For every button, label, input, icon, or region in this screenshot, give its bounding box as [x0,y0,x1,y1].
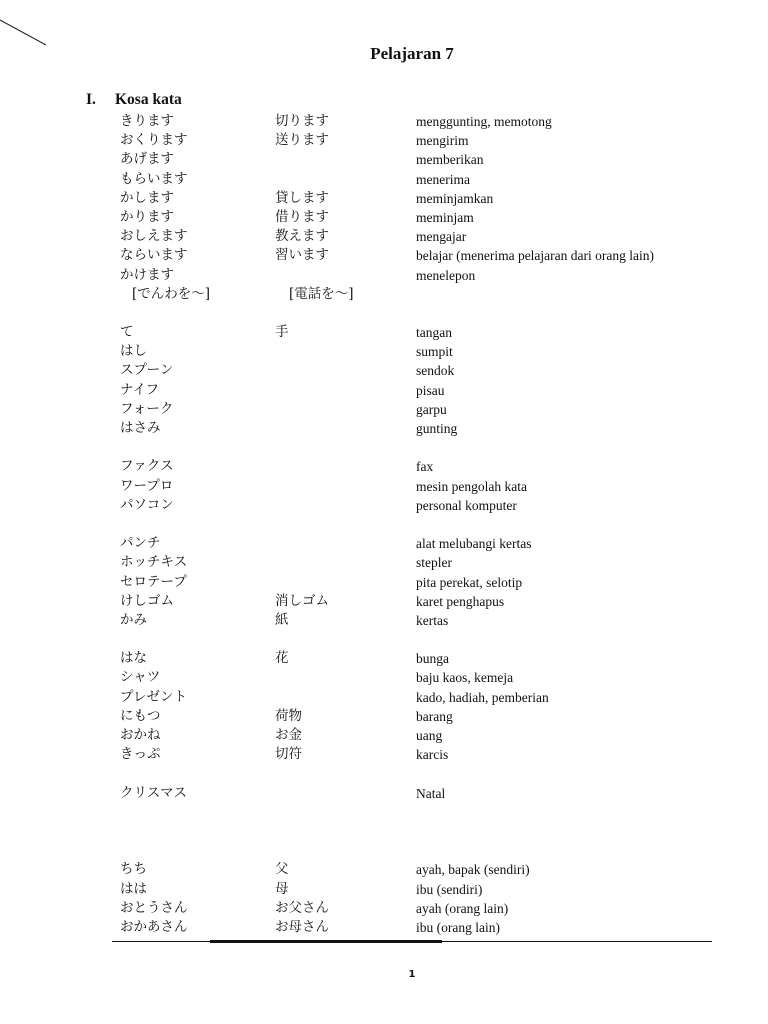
vocab-kana: フォーク [120,400,174,417]
vocab-row [0,860,768,879]
vocab-meaning: meminjamkan [416,190,494,206]
vocab-row [0,246,768,265]
vocab-kanji: 荷物 [275,707,302,724]
vocab-row [0,457,768,476]
vocab-meaning: ibu (sendiri) [416,881,483,897]
vocab-meaning: stepler [416,555,452,571]
vocab-row [0,361,768,380]
vocab-kana: おかあさん [120,918,188,935]
vocab-meaning: ibu (orang lain) [416,919,500,935]
vocab-kana: ちち [120,861,147,878]
vocab-kanji: 切符 [275,746,302,763]
vocab-kana: けしゴム [120,592,174,609]
vocab-row [0,266,768,285]
vocab-kanji: お母さん [275,918,329,935]
vocab-row [0,342,768,361]
vocab-meaning: sendok [416,363,455,379]
vocab-row [0,899,768,918]
vocab-kanji: 切ります [275,113,329,129]
corner-fold-line [0,0,50,50]
vocab-kana: スプーン [120,362,174,379]
spacer [0,803,768,861]
vocab-meaning: memberikan [416,152,484,168]
vocab-kanji: 貸します [275,189,329,206]
vocab-meaning: sumpit [416,344,453,360]
vocab-row [0,131,768,150]
vocab-kanji: 母 [275,880,289,897]
spacer [0,438,768,457]
section-heading [86,91,182,109]
vocab-kana: はな [120,650,147,667]
vocab-kana: ファクス [120,458,174,475]
vocab-row [0,688,768,707]
vocab-meaning: baju kaos, kemeja [416,670,514,686]
vocab-row [0,668,768,687]
vocab-kanji: 習います [275,247,329,264]
vocab-kana: きります [120,113,174,129]
vocab-kana: もらいます [120,170,188,187]
vocab-kana: プレゼント [120,688,187,705]
vocab-meaning: personal komputer [416,497,517,513]
vocab-meaning: barang [416,708,453,724]
vocab-kanji: 借ります [275,208,329,225]
vocab-kana: クリスマス [120,784,187,801]
vocab-meaning: garpu [416,401,447,417]
vocab-row [0,170,768,189]
vocab-kana: にもつ [120,707,161,724]
vocab-meaning: bunga [416,651,449,667]
vocab-kanji: お金 [275,727,302,743]
vocab-meaning: menerima [416,171,470,187]
vocab-meaning: mengajar [416,229,467,245]
page-number: 1 [408,969,416,980]
vocab-kana: おしえます [120,228,188,245]
vocab-meaning: tangan [416,325,452,341]
vocab-row [0,419,768,438]
vocab-kanji: 手 [275,324,289,341]
vocab-kanji: 紙 [275,611,289,628]
vocab-row [0,649,768,668]
vocab-kana: [でんわを～] [132,285,211,302]
vocab-kana: て [120,324,134,341]
vocab-kana: パンチ [120,535,161,552]
vocab-meaning: pisau [416,382,445,398]
vocab-meaning: pita perekat, selotip [416,574,523,590]
vocab-usage-note [0,285,768,304]
vocab-meaning: belajar (menerima pelajaran dari orang lain) [416,248,654,264]
vocab-kana: きっぷ [120,746,161,763]
vocab-kana: かります [120,208,174,225]
vocab-row [0,726,768,745]
vocab-row [0,381,768,400]
vocab-meaning: mengirim [416,133,469,149]
spacer [0,630,768,649]
vocab-row [0,323,768,342]
vocab-kana: はは [120,880,147,897]
vocab-row [0,534,768,553]
vocab-meaning: Natal [416,785,446,801]
vocab-kana: はさみ [120,420,161,436]
vocab-kana: ホッチキス [120,554,188,571]
vocab-kanji: 送ります [275,132,329,149]
vocab-list [0,112,768,937]
vocab-kanji: 教えます [275,228,329,245]
vocab-kana: ならいます [120,247,188,264]
section-number: I. [86,91,96,108]
vocab-row [0,227,768,246]
spacer [0,304,768,323]
vocab-kanji: 消しゴム [275,592,329,609]
spacer [0,515,768,534]
vocab-kanji: 花 [275,650,289,667]
vocab-kanji: 父 [275,861,289,878]
vocab-meaning: ayah (orang lain) [416,900,509,916]
vocab-kana: おかね [120,727,161,743]
vocab-row [0,573,768,592]
vocab-kana: シャツ [120,669,161,686]
vocab-meaning: uang [416,728,443,743]
vocab-meaning: kado, hadiah, pemberian [416,689,549,705]
vocab-kana: ワープロ [120,477,174,494]
vocab-meaning: menggunting, memotong [416,114,552,129]
vocab-kana: おくります [120,132,188,149]
page-title: Pelajaran 7 [370,44,454,63]
vocab-kana: かみ [120,611,147,628]
vocab-meaning: mesin pengolah kata [416,478,527,494]
vocab-row [0,592,768,611]
vocab-row [0,112,768,131]
vocab-kanji: お父さん [275,899,329,916]
vocab-meaning: meminjam [416,209,474,225]
vocab-kana: セロテープ [120,573,187,590]
vocab-row [0,611,768,630]
vocab-meaning: alat melubangi kertas [416,536,532,552]
vocab-row [0,880,768,899]
vocab-kana: はし [120,343,147,360]
vocab-row [0,400,768,419]
vocab-meaning: kertas [416,612,449,628]
section-title: Kosa kata [115,91,182,108]
vocab-row [0,496,768,515]
vocab-row [0,745,768,764]
vocab-row [0,477,768,496]
vocab-kana: パソコン [120,496,174,513]
vocab-kanji: [電話を～] [289,285,354,302]
vocab-row [0,707,768,726]
vocab-row [0,150,768,169]
vocab-row [0,553,768,572]
vocab-meaning: ayah, bapak (sendiri) [416,862,530,878]
vocab-meaning: karet penghapus [416,593,505,609]
vocab-kana: おとうさん [120,899,188,916]
bottom-rule [112,940,712,943]
vocab-row [0,208,768,227]
vocab-meaning: gunting [416,421,458,436]
vocab-meaning: fax [416,459,434,475]
vocab-meaning: menelepon [416,267,476,283]
vocab-row [0,784,768,803]
vocab-row [0,918,768,937]
vocab-meaning: karcis [416,747,449,763]
vocab-kana: かします [120,189,174,206]
vocab-kana: かけます [120,266,174,283]
vocab-kana: ナイフ [120,381,160,398]
vocab-kana: あげます [120,151,174,168]
vocab-row [0,189,768,208]
spacer [0,764,768,783]
